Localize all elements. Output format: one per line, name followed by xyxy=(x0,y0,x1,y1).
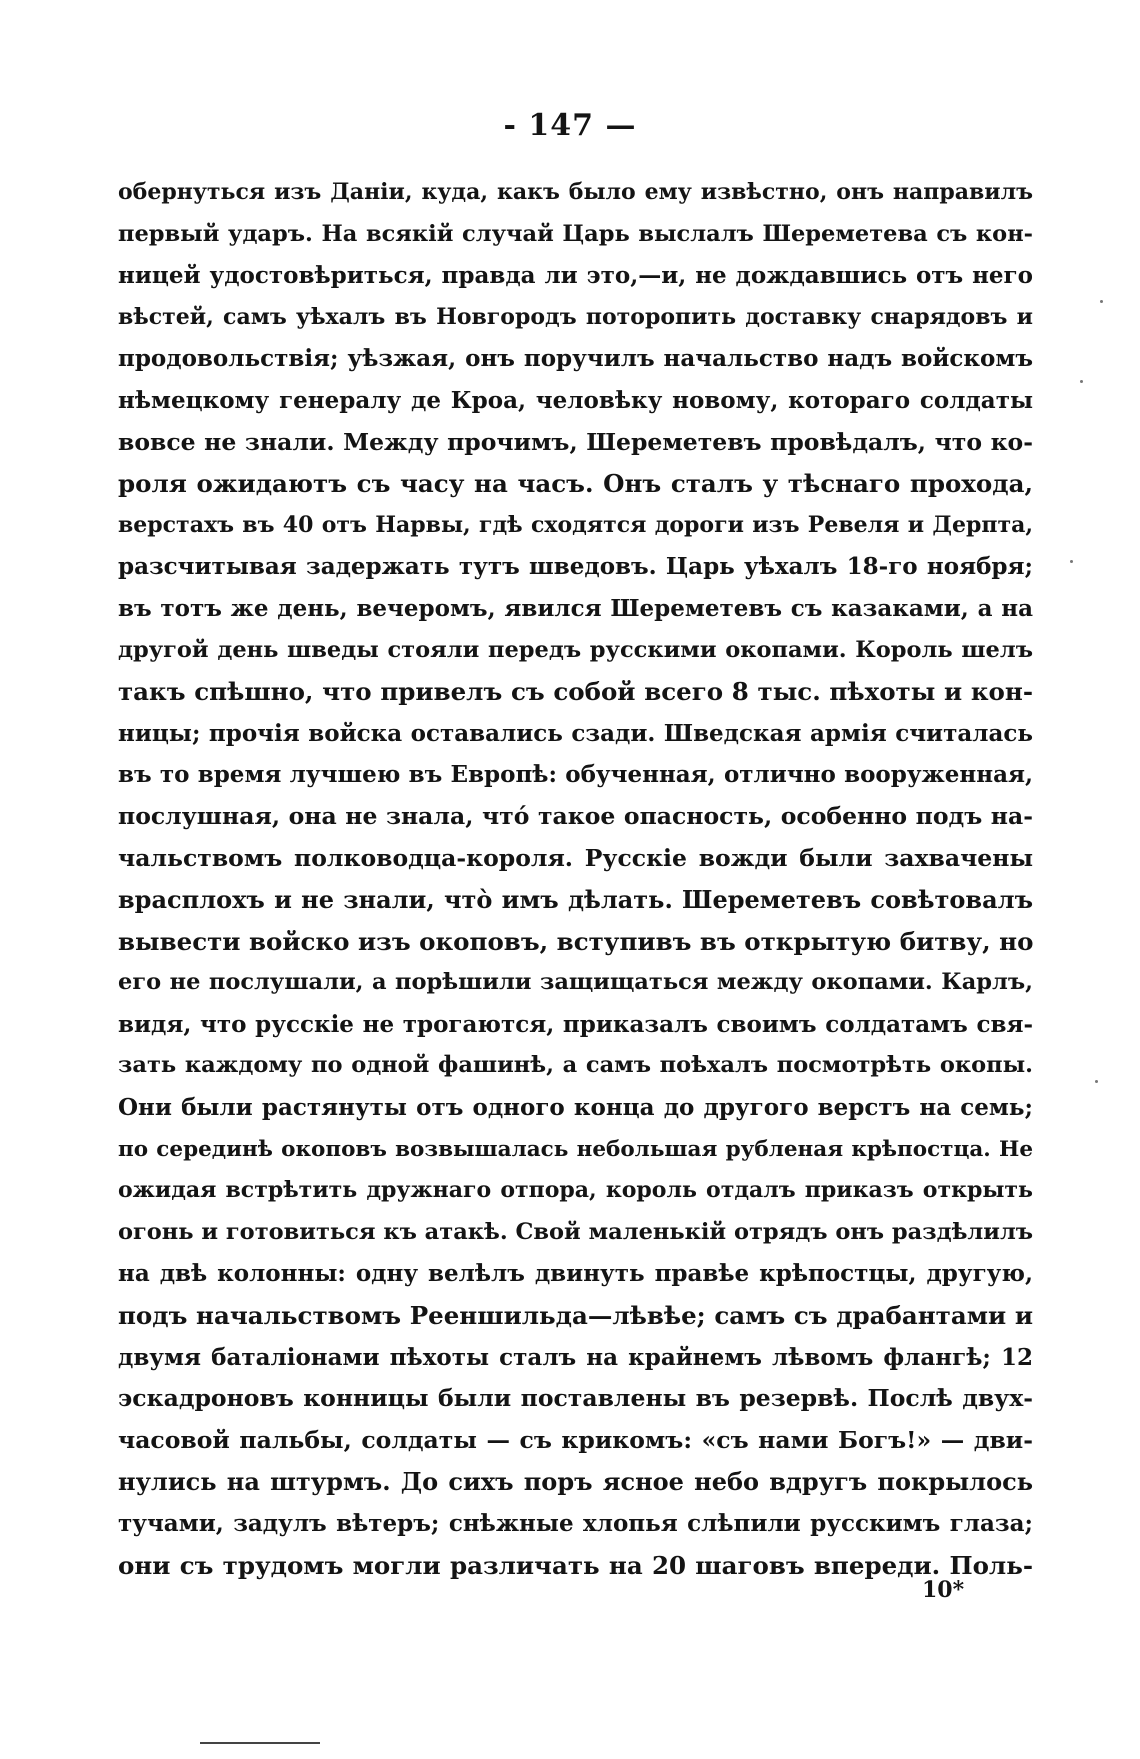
text-line: ницей удостовѣриться, правда ли это,—и, не дождавшись отъ него xyxy=(118,262,1033,290)
margin-speck xyxy=(1070,560,1073,563)
text-line: подъ начальствомъ Рееншильда—лѣвѣе; самъ съ драбантами и xyxy=(118,1301,1033,1331)
text-line: чальствомъ полководца-короля. Русскіе вожди были захвачены xyxy=(118,843,1033,872)
body-text xyxy=(118,172,1033,1586)
text-line: тучами, задулъ вѣтеръ; снѣжные хлопья слѣпили русскимъ глаза; xyxy=(118,1510,1033,1537)
text-line: эскадроновъ конницы были поставлены въ резервѣ. Послѣ двух- xyxy=(118,1384,1033,1413)
signature-mark: 10* xyxy=(922,1577,965,1603)
text-line: верстахъ въ 40 отъ Нарвы, гдѣ сходятся дороги изъ Ревеля и Дерпта, xyxy=(118,511,1033,538)
text-line: нулись на штурмъ. До сихъ поръ ясное небо вдругъ покрылось xyxy=(118,1467,1033,1497)
text-line: они съ трудомъ могли различать на 20 шаговъ впереди. Поль- xyxy=(118,1550,1033,1580)
margin-speck xyxy=(1100,300,1103,303)
page-number: - 147 — xyxy=(503,108,637,143)
text-line: первый ударъ. На всякій случай Царь выслалъ Шереметева съ кон- xyxy=(118,220,1033,247)
text-line: по серединѣ окоповъ возвышалась небольшая рубленая крѣпостца. Не xyxy=(118,1136,1033,1162)
bottom-print-mark xyxy=(200,1742,320,1744)
text-line: огонь и готовиться къ атакѣ. Свой маленькій отрядъ онъ раздѣлилъ xyxy=(118,1218,1034,1245)
text-line: такъ спѣшно, что привелъ съ собой всего 8 тыс. пѣхоты и кон- xyxy=(118,677,1033,707)
text-line: роля ожидаютъ съ часу на часъ. Онъ сталъ у тѣснаго прохода, xyxy=(118,469,1033,499)
text-line: вовсе не знали. Между прочимъ, Шереметевъ провѣдалъ, что ко- xyxy=(118,427,1033,456)
text-line: Они были растянуты отъ одного конца до другого верстъ на семь; xyxy=(118,1094,1033,1122)
text-line: видя, что русскіе не трогаются, приказалъ своимъ солдатамъ свя- xyxy=(118,1010,1033,1038)
margin-speck xyxy=(1095,1080,1098,1083)
text-line: разсчитывая задержать тутъ шведовъ. Царь уѣхалъ 18-го ноября; xyxy=(118,553,1033,581)
text-line: на двѣ колонны: одну велѣлъ двинуть правѣе крѣпостцы, другую, xyxy=(118,1260,1033,1288)
text-line: другой день шведы стояли передъ русскими окопами. Король шелъ xyxy=(118,636,1033,663)
text-line: его не послушали, а порѣшили защищаться между окопами. Карлъ, xyxy=(118,969,1033,996)
text-line: въ тотъ же день, вечеромъ, явился Шереметевъ съ казаками, а на xyxy=(118,594,1033,622)
text-line: обернуться изъ Даніи, куда, какъ было ему извѣстно, онъ направилъ xyxy=(118,179,1033,205)
text-line: ницы; прочія войска оставались сзади. Шведская армія считалась xyxy=(118,719,1033,747)
text-line: вывести войско изъ окоповъ, вступивъ въ открытую битву, но xyxy=(118,926,1034,956)
text-line: часовой пальбы, солдаты — съ крикомъ: «съ нами Богъ!» — дви- xyxy=(118,1425,1033,1454)
text-line: нѣмецкому генералу де Кроа, человѣку новому, котораго солдаты xyxy=(118,386,1033,414)
text-line: продовольствія; уѣзжая, онъ поручилъ начальство надъ войскомъ xyxy=(118,345,1033,373)
margin-speck xyxy=(1080,380,1083,383)
text-line: зать каждому по одной фашинѣ, а самъ поѣхалъ посмотрѣть окопы. xyxy=(118,1052,1033,1079)
text-line: двумя баталіонами пѣхоты сталъ на крайнемъ лѣвомъ флангѣ; 12 xyxy=(118,1343,1033,1371)
text-line: вѣстей, самъ уѣхалъ въ Новгородъ поторопить доставку снарядовъ и xyxy=(118,303,1033,330)
text-line: ожидая встрѣтить дружнаго отпора, король отдалъ приказъ открыть xyxy=(118,1177,1033,1204)
text-line: врасплохъ и не знали, что̀ имъ дѣлать. Шереметевъ совѣтовалъ xyxy=(118,885,1033,915)
text-line: въ то время лучшею въ Европѣ: обученная, отлично вооруженная, xyxy=(118,761,1033,789)
text-line: послушная, она не знала, что́ такое опасность, особенно подъ на- xyxy=(118,801,1033,830)
